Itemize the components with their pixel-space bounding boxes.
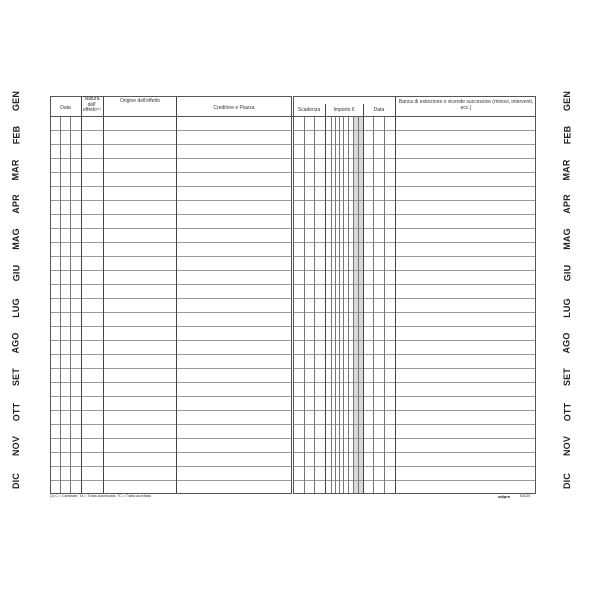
footer-brand: edipro <box>498 494 511 499</box>
month-label-right-0: GEN <box>562 90 573 112</box>
month-label-right-9: OTT <box>561 402 572 422</box>
month-label-left-6: LUG <box>10 298 21 318</box>
month-label-left-11: DIC <box>10 472 21 490</box>
month-label-right-1: FEB <box>561 125 572 145</box>
month-label-right-3: APR <box>561 194 572 214</box>
month-label-left-1: FEB <box>10 125 21 145</box>
header-banca: Banca di estinzione o vicende successive (rinnovi, interventi, ecc.) <box>398 99 534 111</box>
month-label-right-5: GIU <box>561 264 572 282</box>
header-separator <box>50 116 536 117</box>
month-label-left-8: SET <box>10 367 21 387</box>
month-label-left-9: OTT <box>10 402 21 422</box>
month-label-left-4: MAG <box>11 228 22 250</box>
month-label-right-2: MAR <box>562 159 573 181</box>
header-data-right: Data <box>373 107 385 113</box>
footer-note: (1) C = Cambiale; TA = Tratta autorizzata; TC = Tratta accettata <box>50 494 151 498</box>
left-page-frame <box>50 96 292 494</box>
month-label-right-10: NOV <box>562 435 573 457</box>
month-label-right-8: SET <box>561 367 572 387</box>
month-label-left-10: NOV <box>11 435 22 457</box>
month-label-left-0: GEN <box>11 90 22 112</box>
month-label-left-7: AGO <box>11 332 22 354</box>
month-label-right-7: AGO <box>562 332 573 354</box>
month-label-right-11: DIC <box>561 472 572 490</box>
month-label-left-3: APR <box>10 194 21 214</box>
header-origine: Origine dell'effetto <box>119 98 161 104</box>
month-label-left-2: MAR <box>11 159 22 181</box>
header-data-left: Data <box>60 105 71 111</box>
header-natura: Natura dell' effetto⁽¹⁾ <box>83 96 101 113</box>
right-page-frame <box>293 96 536 494</box>
month-label-right-6: LUG <box>561 298 572 318</box>
month-label-left-5: GIU <box>10 264 21 282</box>
header-creditore: Creditore e Piazza <box>213 105 255 111</box>
ledger-grid <box>50 96 536 494</box>
header-importo: Importo € <box>333 107 355 113</box>
month-label-right-4: MAG <box>562 228 573 250</box>
footer-code: E4020 <box>520 494 531 498</box>
header-scadenza: Scadenza <box>297 107 321 113</box>
